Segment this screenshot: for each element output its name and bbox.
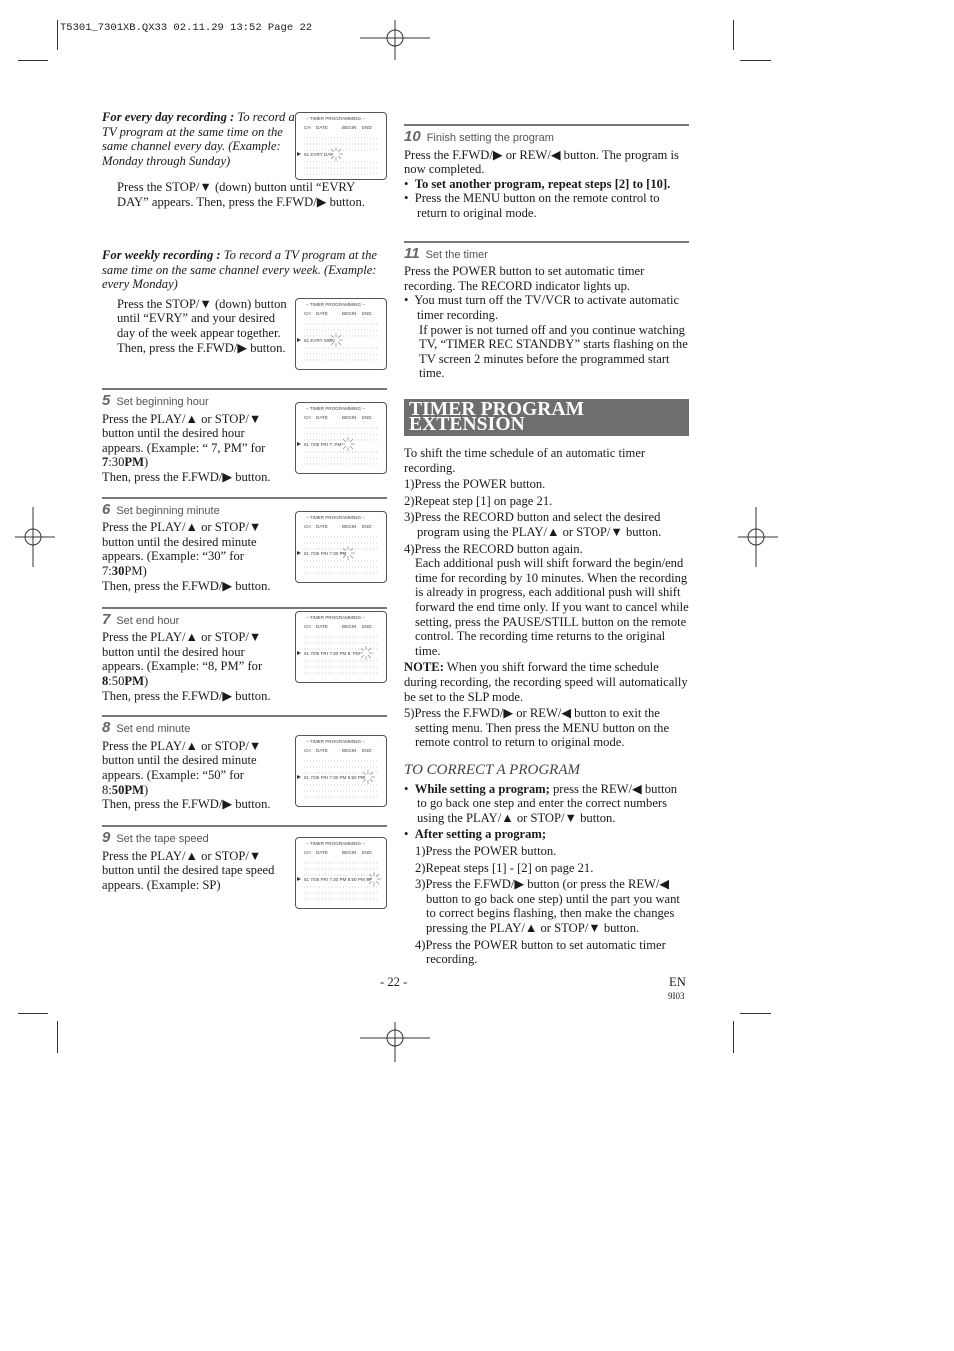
screen-column-label: DATE	[316, 748, 328, 754]
screen-column-label: CH	[304, 415, 311, 420]
divider	[102, 388, 387, 390]
step-11-bullet-1-text: You must turn off the TV/VCR to activate automatic timer recording.	[414, 293, 680, 322]
step-text-a: Press the PLAY/▲ or STOP/▼ button until the desired minute appears. (Example: “50” for 8:	[102, 738, 262, 797]
screen-column-label: BEGIN	[342, 850, 357, 856]
screen-title: – TIMER PROGRAMMING –	[306, 302, 365, 307]
step-number: 9	[102, 829, 111, 847]
osd-screen	[295, 837, 387, 909]
correct-bullet-2: • After setting a program;	[404, 827, 547, 842]
correct-step-3: 3)Press the F.FWD/▶ button (or press the REW/◀ button to go back one step) until the part you want to correct begins flashing, then make the changes pressing the PLAY/▲ or STOP/▼ button.	[415, 877, 680, 935]
registration-mark-bottom	[360, 1022, 430, 1062]
screen-title: – TIMER PROGRAMMING –	[306, 841, 365, 847]
screen-column-label: BEGIN	[342, 415, 357, 420]
cursor-arrow-icon	[297, 338, 301, 342]
screen-active-row: 61 7/05 FRI 7:30 PM 8:50 PM	[304, 775, 365, 781]
osd-screen-everyday	[295, 112, 387, 180]
screen-title: – TIMER PROGRAMMING –	[306, 614, 365, 620]
step-title: Set beginning minute	[116, 504, 220, 517]
step-text-c: )	[142, 563, 147, 578]
step-text-bold: PM	[124, 455, 144, 470]
screen-column-label: BEGIN	[342, 623, 357, 629]
step-10-bullet-1-text: To set another program, repeat steps [2] to [10].	[414, 176, 671, 191]
osd-screen	[295, 511, 387, 583]
step-text-a: Press the PLAY/▲ or STOP/▼ button until the desired hour appears. (Example: “ 7, PM” for	[102, 411, 266, 455]
screen-title: – TIMER PROGRAMMING –	[306, 116, 365, 121]
step-title: Set the tape speed	[116, 833, 209, 846]
doc-code: 9I03	[668, 991, 685, 1001]
correct-bullet-1-lead: While setting a program;	[414, 781, 550, 796]
step-body	[102, 739, 288, 812]
step-10-heading	[404, 130, 689, 146]
screen-column-label: DATE	[316, 125, 328, 130]
registration-mark-top	[360, 20, 430, 60]
screen-column-label: BEGIN	[342, 311, 357, 316]
extension-step-3: 3)Press the RECORD button and select the desired program using the PLAY/▲ or STOP/▼ button.	[404, 510, 662, 540]
step-number: 11	[404, 244, 420, 262]
screen-active-row: 61 EVRY MON	[304, 338, 335, 343]
step-text	[102, 520, 288, 578]
weekly-intro	[102, 248, 377, 292]
divider	[404, 124, 689, 126]
screen-column-label: BEGIN	[342, 125, 357, 130]
left-column	[102, 110, 387, 911]
everyday-lead: For every day recording :	[102, 110, 235, 124]
step-body	[102, 412, 288, 485]
step-text-bold: PM	[124, 673, 144, 688]
step-10-text: Press the F.FWD/▶ or REW/◀ button. The program is now completed.	[404, 147, 679, 177]
step-body	[102, 630, 288, 703]
correct-step-1: 1)Press the POWER button.	[415, 843, 557, 858]
screen-column-label: DATE	[316, 311, 328, 316]
cursor-arrow-icon	[297, 651, 301, 655]
weekly-lead: For weekly recording :	[102, 248, 221, 262]
step-text-bold: 8	[102, 673, 109, 688]
screen-column-label: CH	[304, 125, 311, 130]
note-text: When you shift forward the time schedule during recording, the recording speed will automatically be set to the SLP mode.	[404, 660, 688, 704]
screen-column-label: CH	[304, 850, 311, 856]
registration-mark-right	[738, 507, 778, 567]
everyday-section	[102, 110, 387, 232]
everyday-intro	[102, 110, 296, 168]
page-number: - 22 -	[380, 975, 408, 989]
extension-step-2: 2)Repeat step [1] on page 21.	[404, 493, 553, 508]
screen-active-row: 61 EVRY DAY	[304, 152, 334, 157]
step-text-bold: 7	[102, 455, 109, 470]
print-slug: T5301_7301XB.QX33 02.11.29 13:52 Page 22	[60, 22, 313, 34]
divider	[102, 715, 387, 717]
step-11-heading	[404, 244, 689, 263]
cursor-arrow-icon	[297, 442, 301, 446]
step-then: Then, press the F.FWD/▶ button.	[102, 469, 271, 484]
step-title: Set end minute	[116, 723, 191, 736]
step-11-text: Press the POWER button to set automatic timer recording. The RECORD indicator lights up.	[404, 264, 645, 293]
screen-column-label: END	[362, 523, 372, 529]
step-text	[102, 630, 288, 688]
correct-bullet-1-text: press the REW/◀ button to go back one step and enter the correct numbers using the PLAY/▲ or STOP/▼ button.	[417, 781, 678, 825]
osd-screen	[295, 611, 387, 683]
screen-column-label: DATE	[316, 850, 328, 856]
step-text-a: Press the PLAY/▲ or STOP/▼ button until the desired minute appears. (Example: “30” for 7:	[102, 520, 262, 578]
screen-column-label: END	[362, 623, 372, 629]
osd-screen	[295, 735, 387, 807]
screen-column-label: BEGIN	[342, 748, 357, 754]
step-number: 8	[102, 719, 111, 737]
divider	[404, 241, 689, 243]
step-11-bullet-1: • You must turn off the TV/VCR to activate automatic timer recording.	[404, 293, 680, 322]
screen-column-label: END	[362, 748, 372, 754]
screen-column-label: CH	[304, 623, 311, 629]
step-text-a: Press the PLAY/▲ or STOP/▼ button until the desired tape speed appears. (Example: SP)	[102, 848, 275, 892]
cursor-arrow-icon	[297, 152, 301, 156]
screen-column-label: END	[362, 850, 372, 856]
screen-active-row: 61 7/05 FRI 7:30 PM 8:50 PM SP	[304, 877, 373, 883]
step-10-bullet-2-text: Press the MENU button on the remote control to return to original mode.	[414, 191, 660, 220]
step-text-a: Press the PLAY/▲ or STOP/▼ button until the desired hour appears. (Example: “8, PM” for	[102, 630, 263, 674]
step-number: 10	[404, 128, 421, 145]
osd-screen	[295, 402, 387, 474]
step-text	[102, 849, 288, 893]
note-label: NOTE:	[404, 660, 444, 675]
correct-bullet-1: • While setting a program; press the REW/◀ button to go back one step and enter the correct numbers using the PLAY/▲ or STOP/▼ button.	[404, 781, 678, 825]
step-8	[102, 715, 387, 813]
screen-column-label: CH	[304, 311, 311, 316]
step-number: 6	[102, 500, 111, 518]
step-11-bullet-1-cont: If power is not turned off and you continue watching TV, “TIMER REC STANDBY” starts flashing on the TV screen 2 minutes before the programmed start time.	[419, 322, 688, 381]
correct-step-4: 4)Press the POWER button to set automatic timer recording.	[415, 937, 666, 967]
correct-step-2: 2)Repeat steps [1] - [2] on page 21.	[415, 860, 594, 875]
step-5	[102, 388, 387, 485]
step-number: 5	[102, 392, 111, 409]
divider	[102, 825, 387, 827]
everyday-instructions: Press the STOP/▼ (down) button until “EVRY DAY” appears. Then, press the F.FWD/▶ button.	[117, 180, 365, 209]
step-title: Finish setting the program	[426, 132, 554, 144]
screen-column-label: CH	[304, 748, 311, 754]
step-then: Then, press the F.FWD/▶ button.	[102, 797, 271, 812]
screen-column-label: BEGIN	[342, 523, 357, 529]
osd-screen-weekly	[295, 298, 387, 370]
extension-step-1: 1)Press the POWER button.	[404, 477, 546, 492]
registration-mark-left	[15, 507, 55, 567]
step-title: Set beginning hour	[116, 396, 209, 408]
step-10-bullet-1: • To set another program, repeat steps [2] to [10].	[404, 176, 671, 191]
step-number: 7	[102, 610, 111, 628]
language-code: EN	[669, 975, 686, 989]
screen-column-label: END	[362, 311, 372, 316]
step-text-c: )	[143, 455, 149, 470]
step-text	[102, 739, 288, 797]
correct-heading: TO CORRECT A PROGRAM	[404, 761, 580, 778]
step-title: Set the timer	[425, 248, 488, 261]
weekly-instructions: Press the STOP/▼ (down) button until “EVRY” and your desired day of the week appear together. Then, press the F.FWD/▶ button.	[117, 296, 287, 355]
divider	[102, 497, 387, 499]
divider	[102, 607, 387, 609]
step-7	[102, 607, 387, 704]
extension-step-5: 5)Press the F.FWD/▶ or REW/◀ button to exit the setting menu. Then press the MENU button on the remote control to return to original mode.	[404, 706, 670, 750]
everyday-desc: To record a TV program at the same time on the same channel every day. (Example: Monday through Sunday)	[102, 110, 295, 168]
correct-bullet-2-lead: After setting a program;	[414, 827, 547, 842]
cursor-arrow-icon	[297, 551, 301, 555]
extension-step-4: 4)Press the RECORD button again.	[404, 541, 583, 556]
weekly-desc: To record a TV program at the same time on the same channel every week. (Example: every Monday)	[102, 248, 377, 292]
step-text	[102, 412, 288, 470]
screen-column-label: DATE	[316, 523, 328, 529]
cursor-arrow-icon	[297, 877, 301, 881]
section-banner: TIMER PROGRAM EXTENSION	[404, 399, 689, 436]
extension-intro: To shift the time schedule of an automatic timer recording.	[404, 446, 646, 475]
step-text-bold: 30	[111, 563, 125, 578]
step-text-c: )	[143, 782, 149, 797]
screen-active-row: 61 7/05 FRI 7:30 PM 8: PM	[304, 650, 360, 656]
screen-active-row: 61 7/05 FRI 7: PM	[304, 442, 342, 447]
step-6	[102, 497, 387, 595]
step-text-b: :30	[108, 455, 125, 470]
step-title: Set end hour	[116, 614, 180, 627]
screen-title: – TIMER PROGRAMMING –	[306, 739, 365, 745]
right-column	[404, 124, 689, 967]
extension-note	[404, 660, 689, 704]
cursor-arrow-icon	[297, 775, 301, 779]
step-then: Then, press the F.FWD/▶ button.	[102, 688, 271, 703]
screen-column-label: DATE	[316, 415, 328, 420]
weekly-section	[102, 248, 387, 370]
step-then: Then, press the F.FWD/▶ button.	[102, 578, 271, 593]
step-body	[102, 520, 288, 593]
step-text-b: PM	[124, 563, 143, 578]
screen-column-label: END	[362, 415, 372, 420]
step-9	[102, 825, 387, 911]
screen-title: – TIMER PROGRAMMING –	[306, 514, 365, 520]
step-10-bullet-2: • Press the MENU button on the remote control to return to original mode.	[404, 191, 660, 220]
screen-active-row: 61 7/05 FRI 7:30 PM	[304, 550, 347, 556]
step-text-b: :50	[108, 673, 125, 688]
screen-column-label: CH	[304, 523, 311, 529]
extension-step-4-detail: Each additional push will shift forward the begin/end time for recording by 10 minutes. When the recording is already in progress, each additional push will shift forward the end time only. If you want to cancel while setting, press the PAUSE/STILL button on the remote control. The recording time returns to the original time.	[415, 556, 689, 658]
screen-title: – TIMER PROGRAMMING –	[306, 406, 365, 411]
step-body	[102, 849, 288, 893]
step-text-bold: 50PM	[111, 782, 144, 797]
screen-column-label: END	[362, 125, 372, 130]
step-text-c: )	[143, 673, 149, 688]
screen-column-label: DATE	[316, 623, 328, 629]
